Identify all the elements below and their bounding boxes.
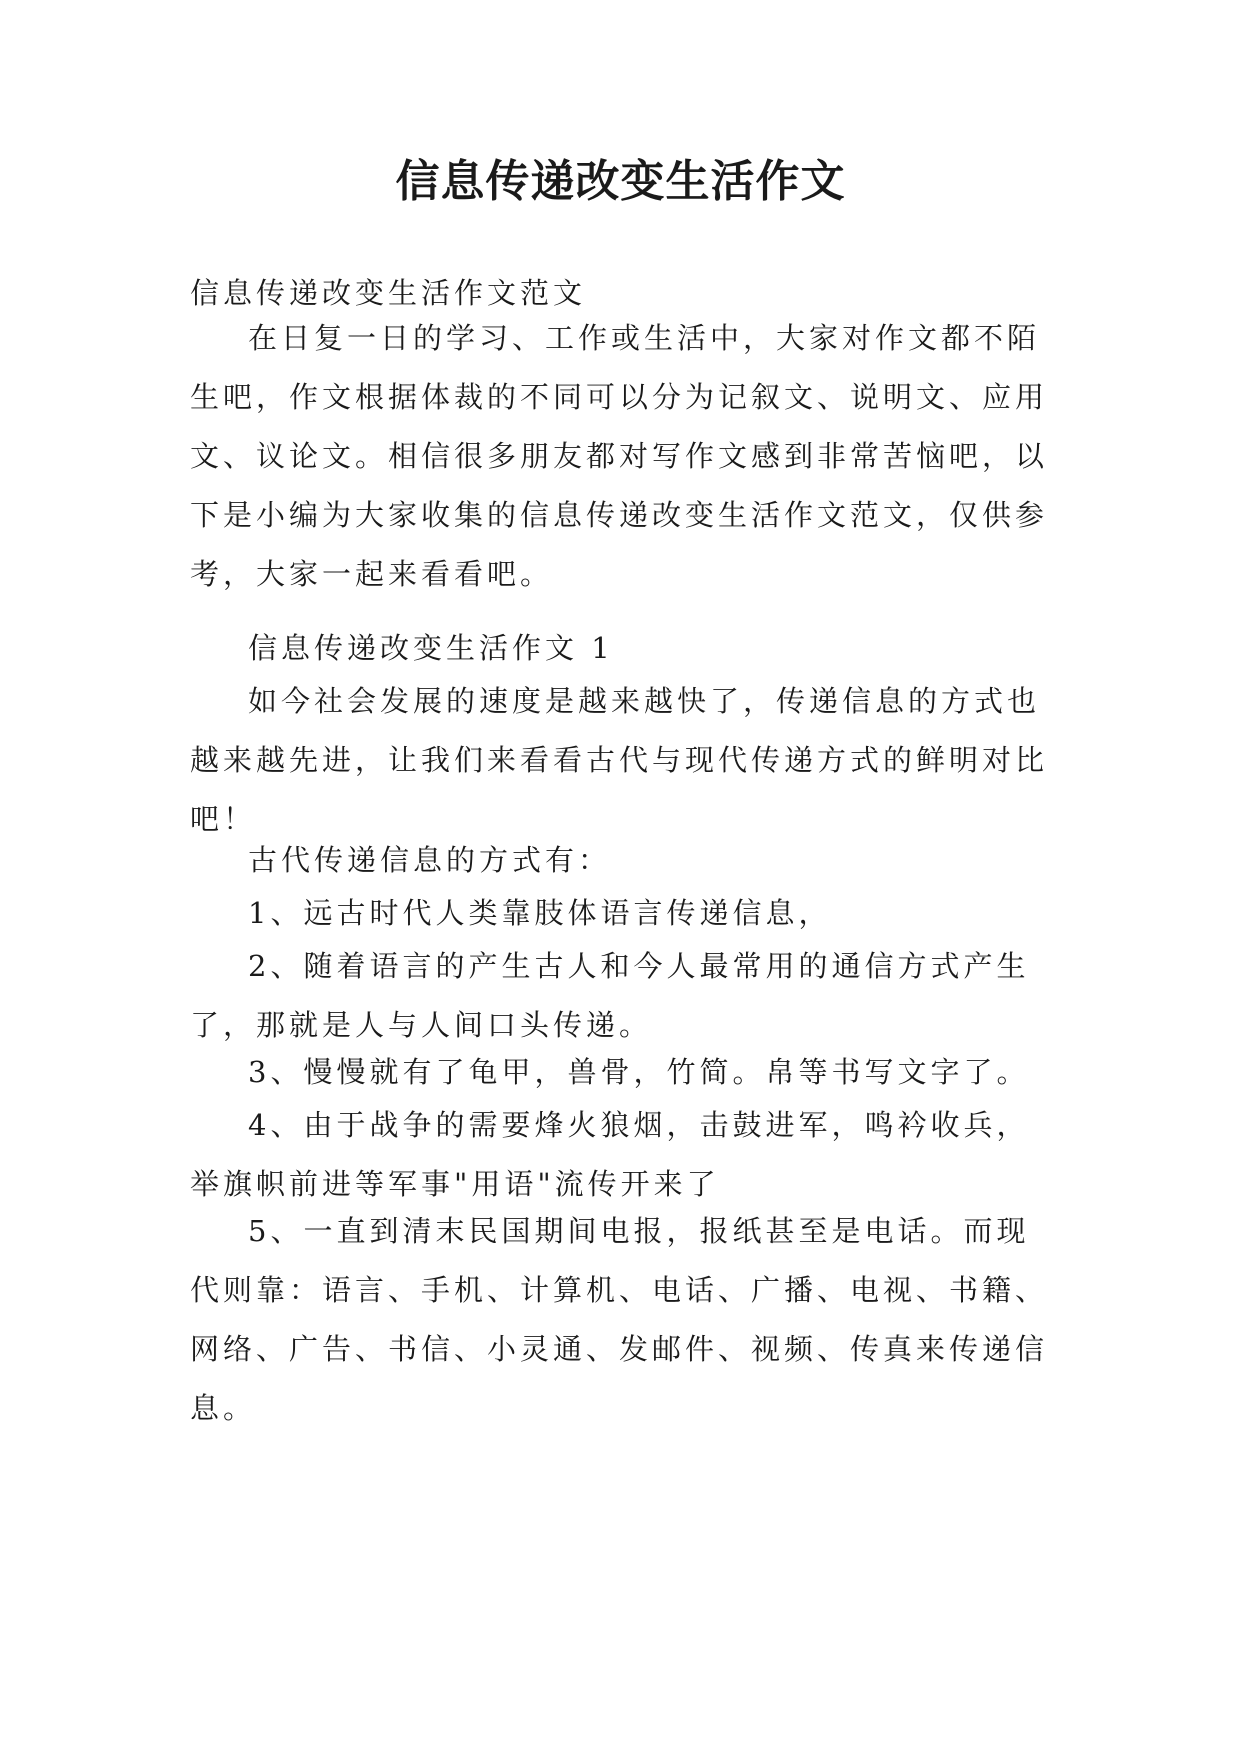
paragraph-5: 3、慢慢就有了龟甲，兽骨，竹简。帛等书写文字了。: [248, 1055, 1030, 1089]
intro-paragraph: 在日复一日的学习、工作或生活中，大家对作文都不陌生吧，作文根据体裁的不同可以分为记叙文、说明文、应用文、议论文。相信很多朋友都对写作文感到非常苦恼吧，以下是小编为大家收集的信息传递改变生活作文范文，仅供参考，大家一起来看看吧。: [190, 321, 1049, 591]
document-title: 信息传递改变生活作文: [395, 156, 846, 207]
document-subtitle: 信息传递改变生活作文范文: [190, 276, 587, 310]
paragraph-2: 古代传递信息的方式有：: [248, 843, 612, 877]
paragraph-6: 4、由于战争的需要烽火狼烟，击鼓进军，鸣衿收兵，举旗帜前进等军事"用语"流传开来了: [190, 1108, 1030, 1201]
paragraph-3: 1、远古时代人类靠肢体语言传递信息，: [248, 896, 832, 930]
paragraph-7: 5、一直到清末民国期间电报，报纸甚至是电话。而现代则靠：语言、手机、计算机、电话、广播、电视、书籍、网络、广告、书信、小灵通、发邮件、视频、传真来传递信息。: [190, 1214, 1049, 1425]
paragraph-1: 如今社会发展的速度是越来越快了，传递信息的方式也越来越先进，让我们来看看古代与现代传递方式的鲜明对比吧！: [190, 684, 1049, 836]
paragraph-4: 2、随着语言的产生古人和今人最常用的通信方式产生了，那就是人与人间口头传递。: [190, 949, 1030, 1042]
section-heading: 信息传递改变生活作文 1: [248, 631, 614, 665]
